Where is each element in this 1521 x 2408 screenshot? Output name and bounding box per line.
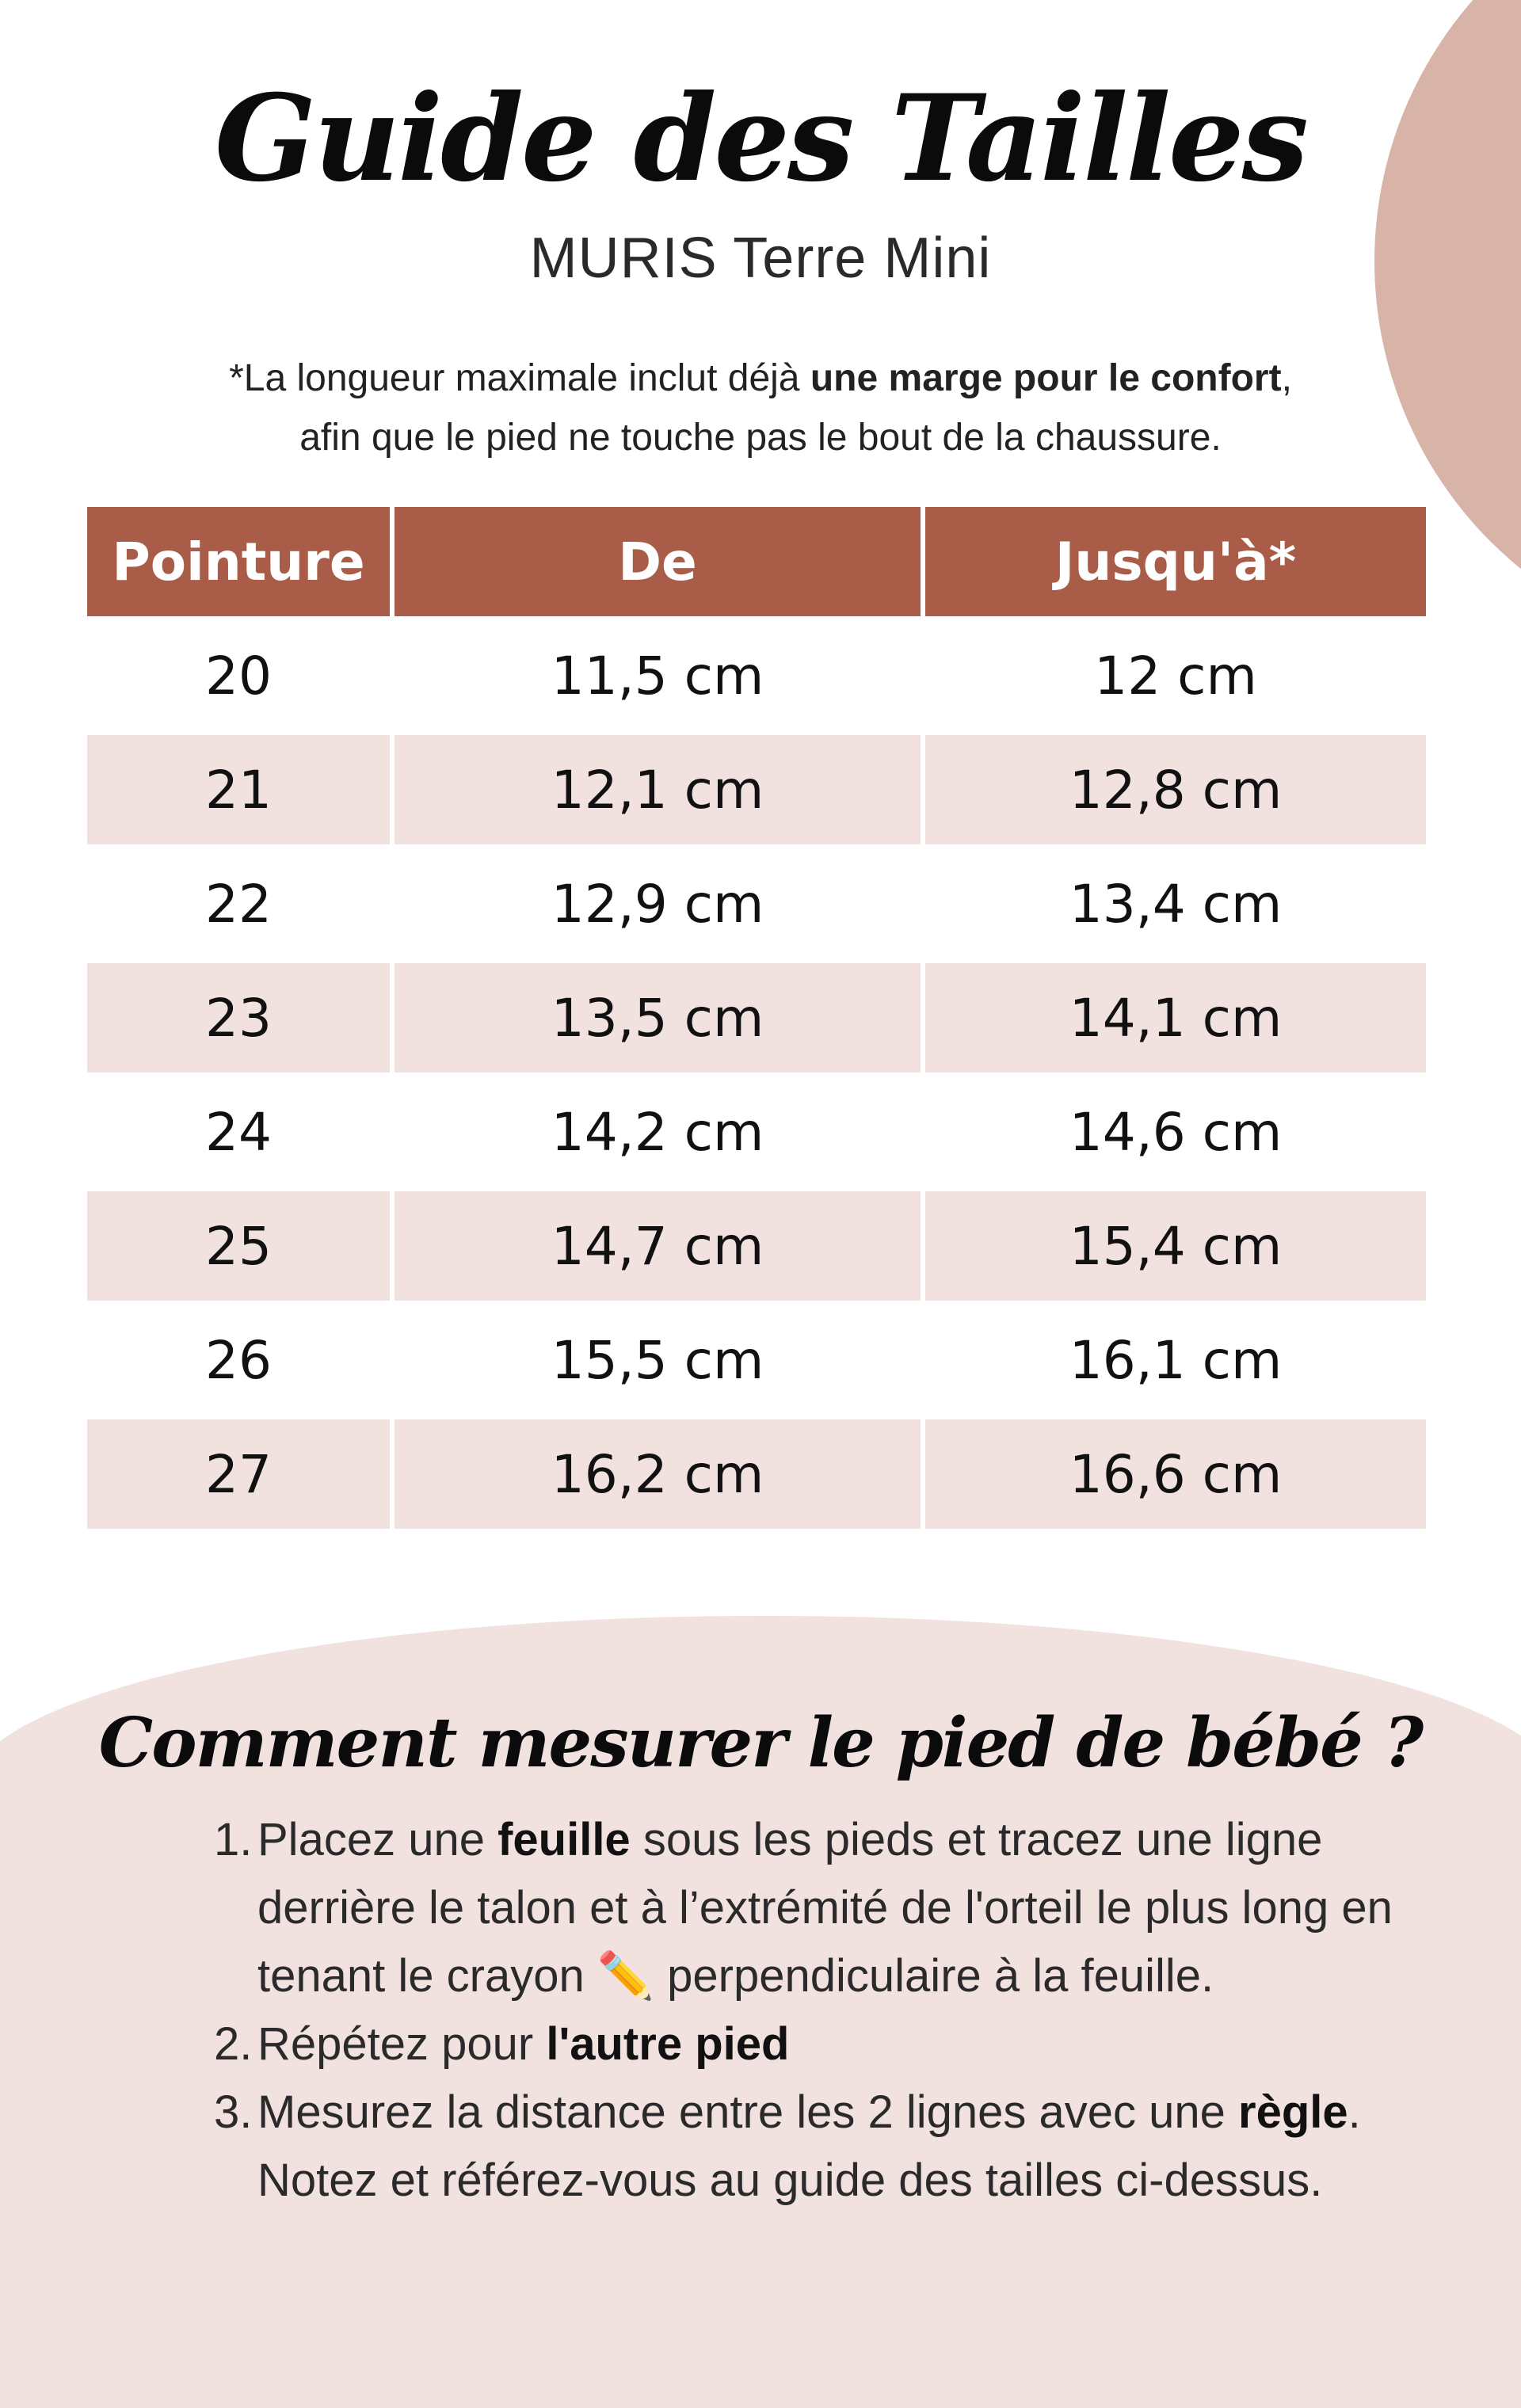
- note-text-bold: une marge pour le confort: [810, 357, 1282, 399]
- from-cell: 11,5 cm: [551, 645, 764, 707]
- page-title: Guide des Tailles: [215, 69, 1306, 208]
- step-number: 1.: [214, 1814, 253, 1865]
- step-number: 2.: [214, 2018, 253, 2070]
- from-cell: 12,9 cm: [551, 873, 764, 935]
- to-cell: 12 cm: [1094, 645, 1257, 707]
- size-cell: 24: [205, 1101, 272, 1163]
- size-cell: 21: [87, 735, 390, 844]
- size-cell: 27: [87, 1419, 390, 1529]
- table-row: [87, 1419, 1426, 1529]
- step-text: Mesurez la distance entre les 2 lignes avec une: [257, 2086, 1239, 2138]
- step-text-bold: l'autre pied: [546, 2018, 790, 2070]
- size-cell: 22: [205, 873, 272, 935]
- header-jusqua: Jusqu'à*: [925, 507, 1426, 616]
- from-cell: 16,2 cm: [395, 1419, 921, 1529]
- step-text-bold: feuille: [497, 1814, 631, 1865]
- from-cell: 13,5 cm: [395, 963, 921, 1073]
- step-item: [214, 2010, 1402, 2078]
- to-cell: 15,4 cm: [925, 1191, 1426, 1301]
- step-item: [214, 2078, 1402, 2215]
- table-row: [87, 1305, 1426, 1415]
- to-cell: 16,1 cm: [1069, 1329, 1283, 1391]
- table-row: [87, 621, 1426, 730]
- step-text: sous les pieds et tracez une ligne derrière le talon et à l’extrémité de l'orteil le plus long en tenant le crayon: [257, 1814, 1393, 2002]
- to-cell: 16,6 cm: [925, 1419, 1426, 1529]
- to-cell: 12,8 cm: [925, 735, 1426, 844]
- step-text: Placez une: [257, 1814, 498, 1865]
- from-cell: 15,5 cm: [551, 1329, 764, 1391]
- from-cell: 14,7 cm: [395, 1191, 921, 1301]
- step-item: [214, 1806, 1402, 2010]
- to-cell: 14,1 cm: [925, 963, 1426, 1073]
- from-cell: 12,1 cm: [395, 735, 921, 844]
- table-row: [87, 849, 1426, 958]
- table-row: [87, 1191, 1426, 1301]
- from-cell: 14,2 cm: [551, 1101, 764, 1163]
- note-text-3: afin que le pied ne touche pas le bout de la chaussure.: [299, 417, 1222, 459]
- size-note: [119, 349, 1402, 467]
- step-text: perpendiculaire à la feuille.: [654, 1950, 1214, 2002]
- size-cell: 26: [205, 1329, 272, 1391]
- header-de: De: [395, 507, 921, 616]
- table-row: [87, 1077, 1426, 1187]
- howto-title: Comment mesurer le pied de bébé ?: [98, 1703, 1423, 1783]
- size-table: [82, 502, 1431, 1534]
- to-cell: 13,4 cm: [1069, 873, 1283, 935]
- header-pointure: Pointure: [87, 507, 390, 616]
- size-cell: 20: [205, 645, 272, 707]
- table-row: [87, 735, 1426, 844]
- table-header-row: [87, 507, 1426, 616]
- step-number: 3.: [214, 2086, 253, 2138]
- step-text: . Notez et référez-vous au guide des tailles ci-dessus.: [257, 2086, 1361, 2206]
- note-text-2: ,: [1281, 357, 1292, 399]
- step-text: Répétez pour: [257, 2018, 547, 2070]
- table-row: [87, 963, 1426, 1073]
- howto-steps: [214, 1806, 1402, 2215]
- pencil-icon: ✏️: [597, 1950, 655, 2002]
- step-text-bold: règle: [1238, 2086, 1348, 2138]
- to-cell: 14,6 cm: [1069, 1101, 1283, 1163]
- size-cell: 25: [87, 1191, 390, 1301]
- size-cell: 23: [87, 963, 390, 1073]
- note-text-1: *La longueur maximale inclut déjà: [229, 357, 810, 399]
- product-name: MURIS Terre Mini: [529, 227, 992, 290]
